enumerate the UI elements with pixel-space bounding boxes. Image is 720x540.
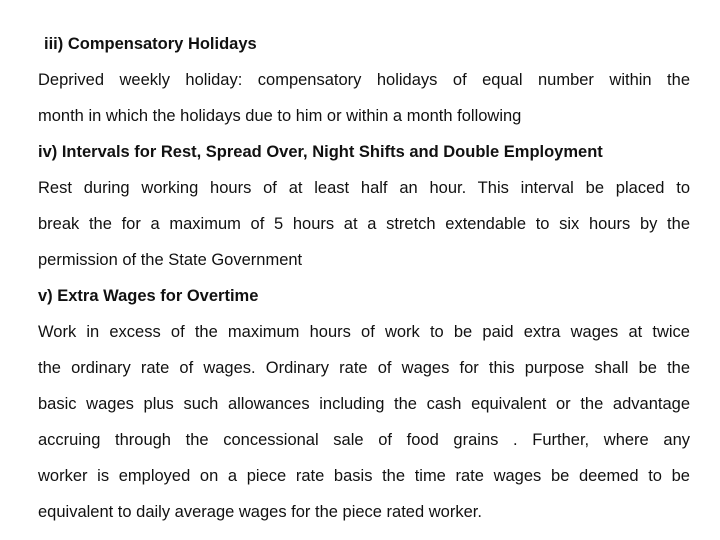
body-text-line: month in which the holidays due to him or within a month following	[38, 107, 522, 125]
body-text-line: break the for a maximum of 5 hours at a stretch extendable to six hours by the	[38, 215, 690, 233]
body-text-line: worker is employed on a piece rate basis the time rate wages be deemed to be	[38, 467, 690, 485]
body-text-line: Work in excess of the maximum hours of work to be paid extra wages at twice	[38, 323, 690, 341]
body-text-line: equivalent to daily average wages for the piece rated worker.	[38, 503, 482, 521]
section-heading-intervals-for-rest: iv) Intervals for Rest, Spread Over, Night Shifts and Double Employment	[38, 143, 603, 161]
body-text-line: the ordinary rate of wages. Ordinary rate of wages for this purpose shall be the	[38, 359, 690, 377]
body-text-line: accruing through the concessional sale of food grains . Further, where any	[38, 431, 690, 449]
body-text-line: permission of the State Government	[38, 251, 303, 269]
body-text-line: Deprived weekly holiday: compensatory holidays of equal number within the	[38, 71, 690, 89]
body-text-line: basic wages plus such allowances including the cash equivalent or the advantage	[38, 395, 690, 413]
section-heading-compensatory-holidays: iii) Compensatory Holidays	[44, 35, 257, 53]
body-text-line: Rest during working hours of at least half an hour. This interval be placed to	[38, 179, 690, 197]
section-heading-extra-wages-for-overtime: v) Extra Wages for Overtime	[38, 287, 259, 305]
